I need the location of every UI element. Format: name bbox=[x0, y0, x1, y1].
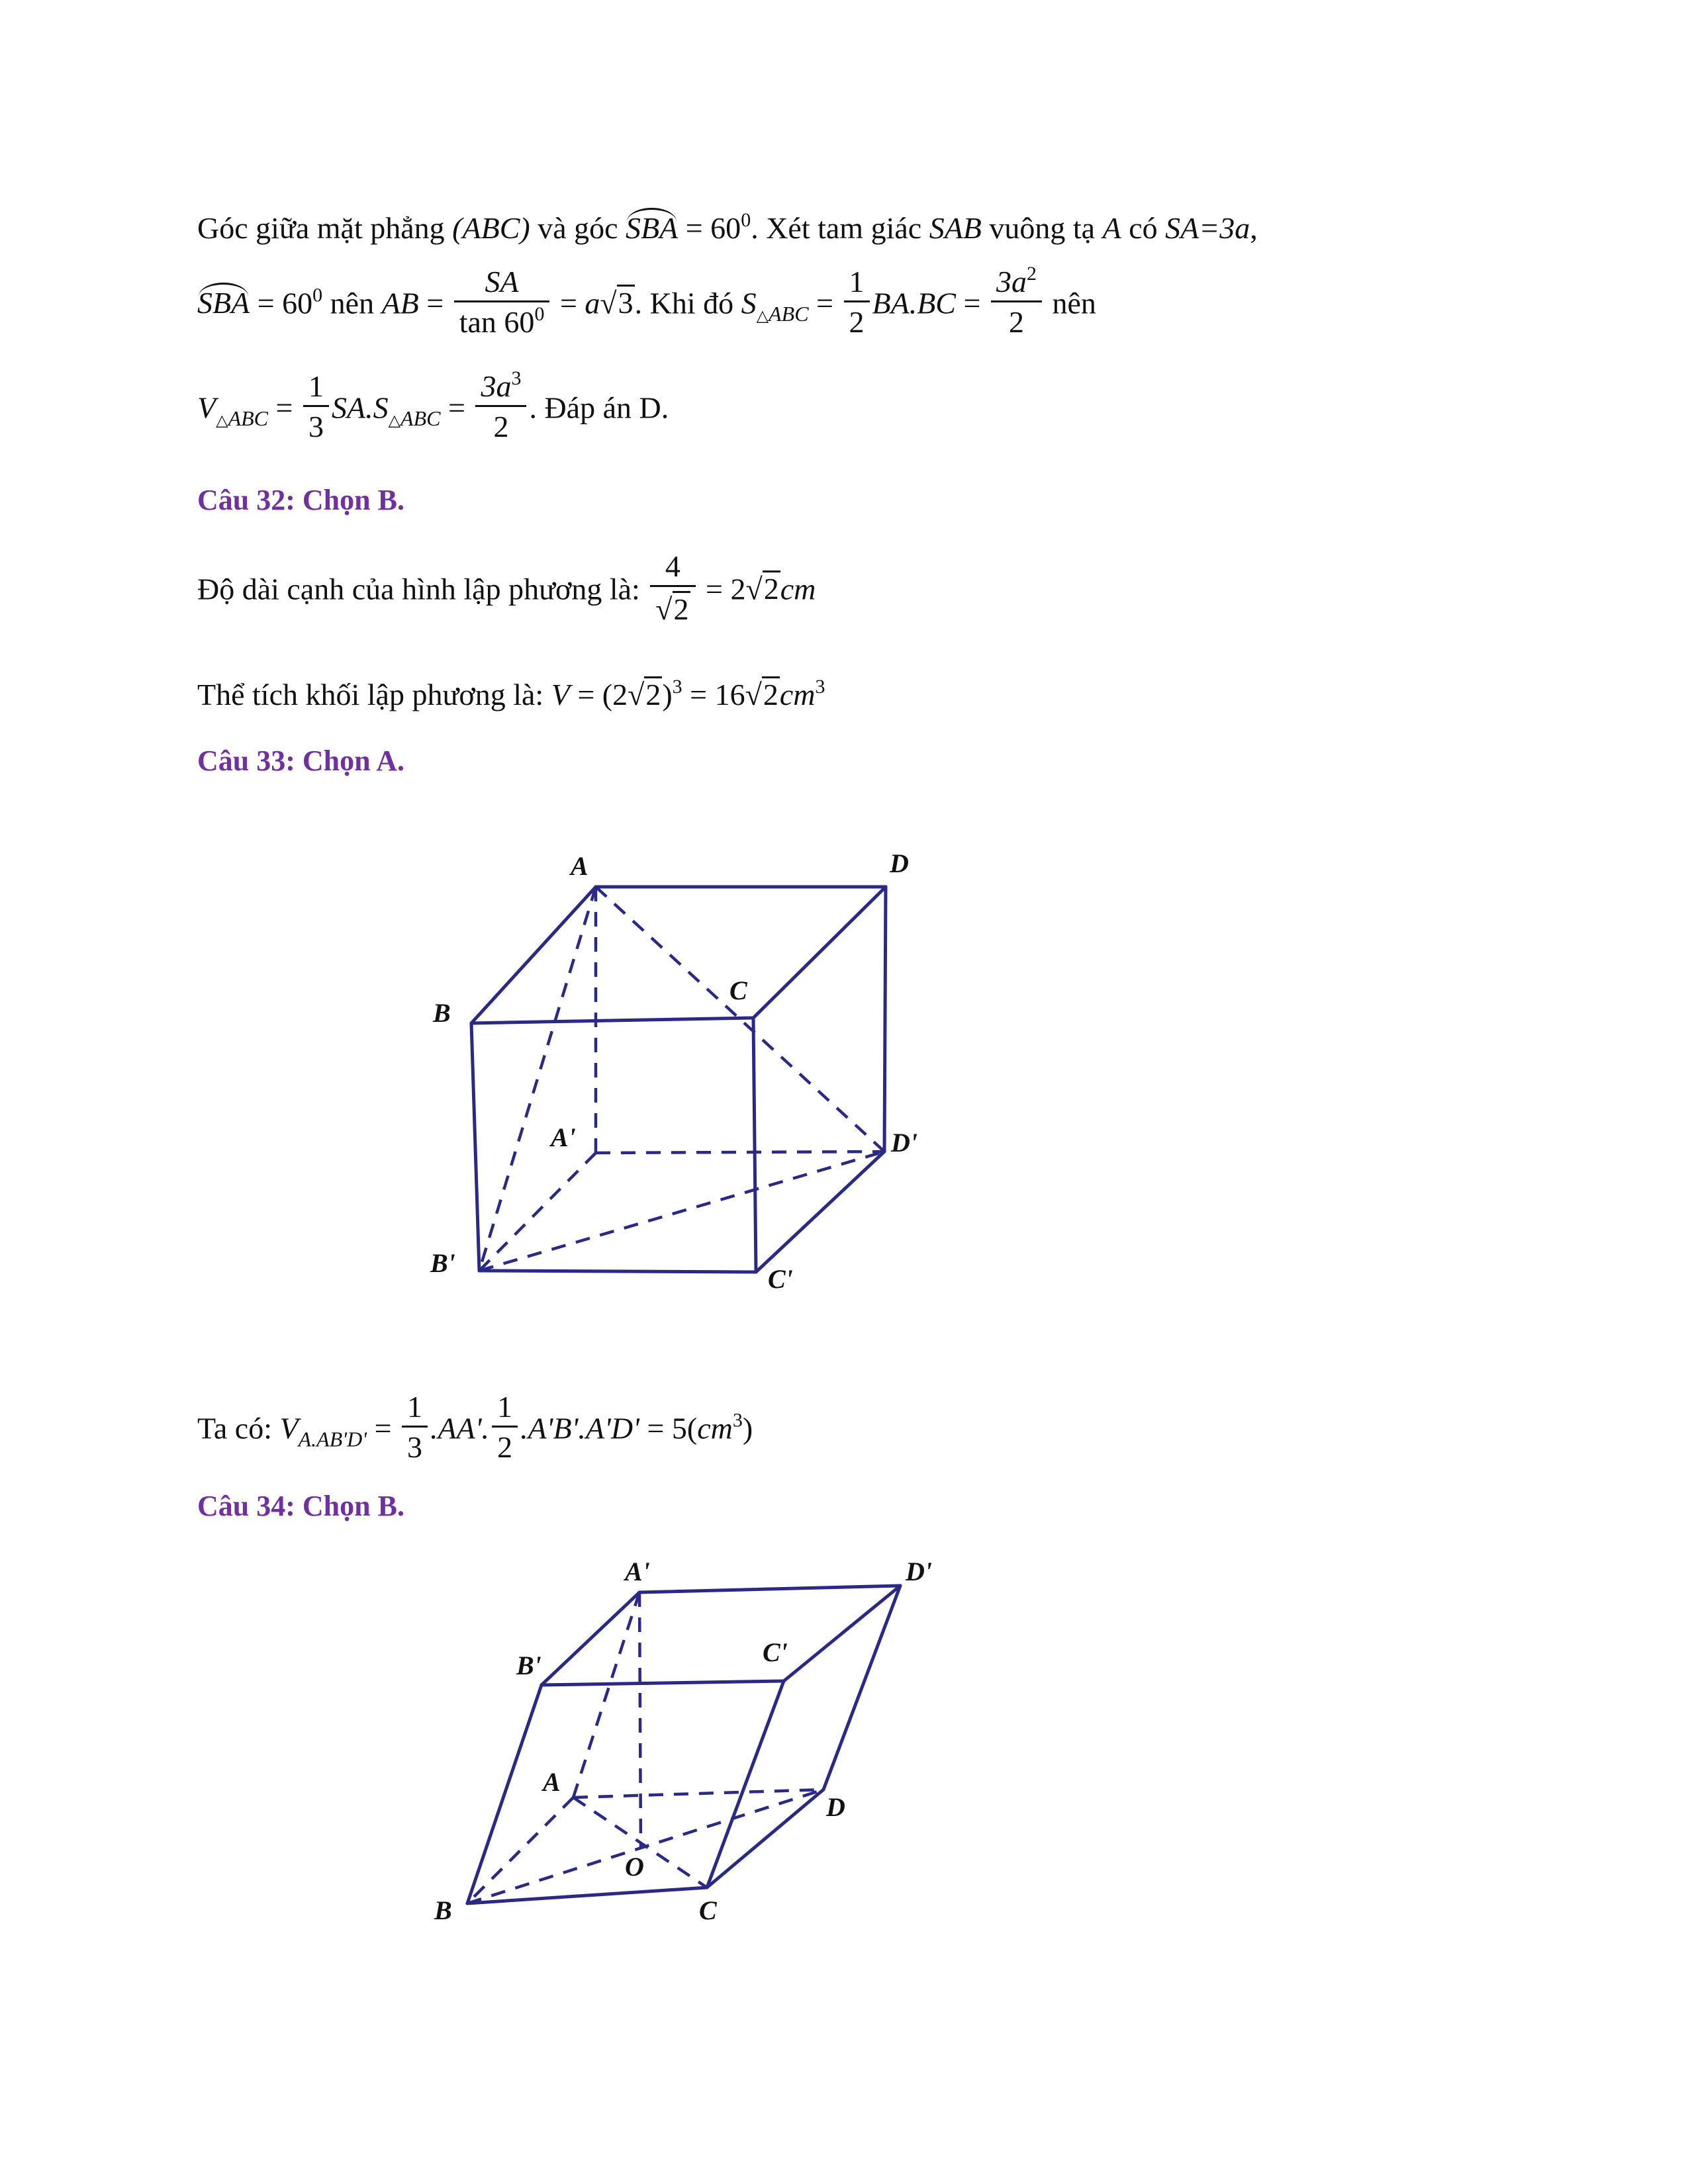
fraction-sa-over-tan: $\frac{SA}{\tan 60^0}$ bbox=[454, 266, 550, 339]
label-vertex-cprime: C' bbox=[763, 1637, 788, 1667]
dashed-aprime-o bbox=[639, 1592, 641, 1848]
edge-b-bprime bbox=[471, 1023, 479, 1271]
edge-bprime-cprime bbox=[479, 1271, 756, 1272]
heading-question-32: Câu 32: Chọn B. bbox=[197, 484, 404, 516]
label-vertex-d: D bbox=[826, 1792, 845, 1822]
edge-b-c bbox=[471, 1018, 753, 1023]
fraction-one-third: $\frac{1}{3}$ bbox=[402, 1391, 428, 1464]
edge-b-c bbox=[467, 1888, 707, 1903]
label-vertex-bprime: B' bbox=[430, 1248, 455, 1278]
label-vertex-aprime: A' bbox=[625, 1557, 650, 1586]
label-vertex-b: B bbox=[434, 1895, 452, 1925]
label-vertex-b: B bbox=[433, 998, 451, 1028]
edge-aprime-bprime bbox=[541, 1592, 639, 1685]
label-vertex-bprime: B' bbox=[516, 1651, 541, 1680]
sqrt-symbol: √ bbox=[655, 592, 673, 627]
label-vertex-c: C bbox=[729, 976, 747, 1005]
heading-question-34: Câu 34: Chọn B. bbox=[197, 1490, 404, 1522]
label-vertex-dprime: D' bbox=[906, 1557, 932, 1586]
solution-32-line-2: Thể tích khối lập phương là: $V = (2√2)^3 = 16√2cm^3$ bbox=[197, 676, 825, 711]
solution-31-line-3: $V_{\triangle ABC}$ = $\frac{1}{3}$ $SA.S_{\triangle ABC}$ = $\frac{3a^3}{2}$ . Đáp án D. bbox=[197, 367, 669, 444]
fraction-one-third: $\frac{1}{3}$ bbox=[303, 371, 329, 443]
sqrt-symbol: √ bbox=[600, 286, 617, 320]
fraction-3a3-over-2: $\frac{3a^3}{2}$ bbox=[475, 371, 526, 443]
sqrt-symbol: √ bbox=[628, 678, 645, 711]
label-vertex-o: O bbox=[625, 1852, 644, 1882]
solution-33-line: Ta có: $V_{A.AB'D'}$ = $\frac{1}{3}$ .AA'. $\frac{1}{2}$ $.A'B'.A'D' = 5(cm^3)$ bbox=[197, 1390, 753, 1465]
fraction-3a2-over-2: $\frac{3a^2}{2}$ bbox=[991, 266, 1042, 339]
label-vertex-dprime: D' bbox=[891, 1128, 917, 1158]
angle-sba: SBA bbox=[197, 286, 250, 320]
label-vertex-aprime: A' bbox=[551, 1122, 576, 1152]
fraction-4-over-sqrt2: $\frac{4}{√2}$ bbox=[650, 551, 695, 626]
edge-d-c bbox=[753, 887, 886, 1018]
angle-sba: SBA bbox=[626, 211, 679, 245]
edge-bprime-cprime bbox=[541, 1681, 784, 1685]
dashed-a-d bbox=[573, 1790, 823, 1797]
solution-31-line-1: Góc giữa mặt phẳng (ABC) và góc SBA = $60^0$. Xét tam giác SAB vuông tạ A có SA=3a, bbox=[197, 209, 1258, 245]
edge-a-b bbox=[471, 887, 596, 1023]
label-vertex-d: D bbox=[890, 848, 909, 878]
solution-31-line-2: SBA = $60^0$ nên AB = $\frac{SA}{\tan 60^0}$ = a√3. Khi đó $S_{\triangle ABC}$ = $\frac{1}{2}$ BA.BC = $\frac{3a^2}{2}$ nên bbox=[197, 263, 1096, 340]
solution-32-line-1: Độ dài cạnh của hình lập phương là: $\frac{4}{√2}$ = 2√2cm bbox=[197, 549, 816, 627]
fraction-one-half: $\frac{1}{2}$ bbox=[492, 1391, 518, 1464]
edge-bprime-b bbox=[467, 1685, 541, 1903]
edge-c-cprime bbox=[753, 1018, 756, 1272]
label-vertex-a: A bbox=[571, 851, 588, 881]
fraction-one-half: $\frac{1}{2}$ bbox=[844, 266, 870, 339]
sqrt-symbol: √ bbox=[745, 678, 762, 711]
edge-aprime-dprime bbox=[639, 1586, 900, 1592]
label-vertex-a: A bbox=[543, 1767, 561, 1797]
sqrt-symbol: √ bbox=[745, 572, 763, 606]
heading-question-33: Câu 33: Chọn A. bbox=[197, 745, 404, 777]
label-vertex-c: C bbox=[699, 1895, 717, 1925]
edge-d-dprime bbox=[884, 887, 886, 1152]
label-vertex-cprime: C' bbox=[768, 1264, 793, 1294]
dashed-aprime-dprime bbox=[596, 1152, 884, 1153]
